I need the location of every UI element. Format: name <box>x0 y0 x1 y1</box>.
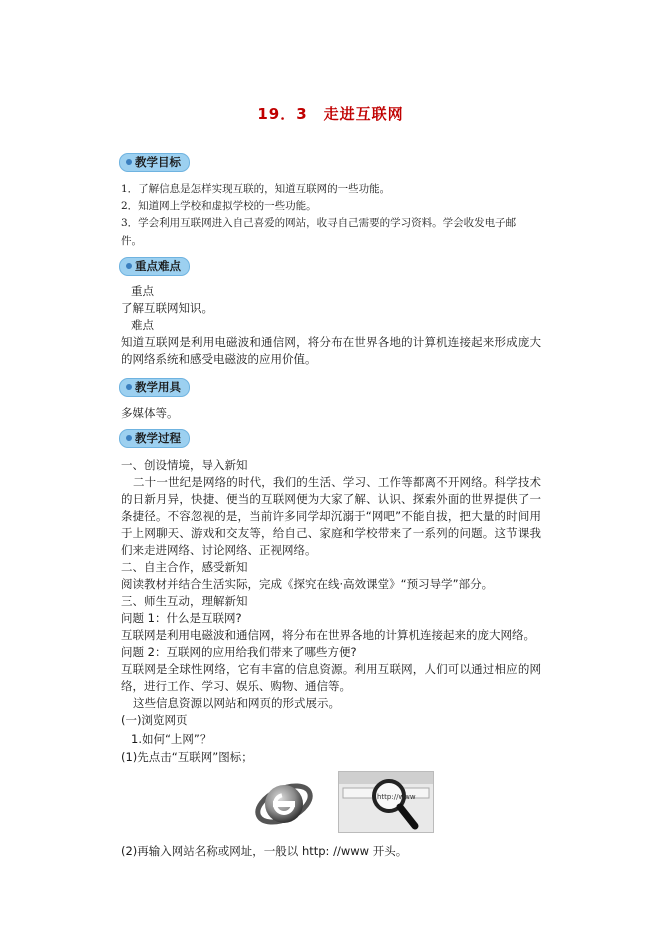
answer-3: 这些信息资源以网站和网页的形式展示。 <box>133 696 340 710</box>
question-1: 问题 1：什么是互联网? <box>121 611 242 625</box>
key-label: 重点 <box>131 284 154 298</box>
badge-dot-icon <box>126 384 132 390</box>
magnifier-text: http://www <box>377 793 416 801</box>
hard-text: 知道互联网是利用电磁波和通信网，将分布在世界各地的计算机连接起来形成庞大的网络系统和感受电磁波的应用价值。 <box>121 335 541 366</box>
section-badge-goals: 教学目标 <box>119 153 190 172</box>
tools-text: 多媒体等。 <box>121 406 179 420</box>
subsection-browse: (一)浏览网页 <box>121 713 188 727</box>
section-badge-key: 重点难点 <box>119 257 190 276</box>
section-badge-tools: 教学用具 <box>119 378 190 397</box>
key-text: 了解互联网知识。 <box>121 301 213 315</box>
badge-dot-icon <box>126 263 132 269</box>
question-2: 问题 2：互联网的应用给我们带来了哪些方便? <box>121 645 357 659</box>
badge-dot-icon <box>126 435 132 441</box>
magnifier-icon <box>339 772 433 832</box>
goal-item: 3．学会利用互联网进入自己喜爱的网站，收寻自己需要的学习资料。学会收发电子邮 <box>121 217 517 229</box>
process-heading-2: 二、自主合作，感受新知 <box>121 560 248 574</box>
answer-1: 互联网是利用电磁波和通信网，将分布在世界各地的计算机连接起来的庞大网络。 <box>121 628 535 642</box>
step-1: (1)先点击“互联网”图标； <box>121 750 253 764</box>
process-paragraph-1: 二十一世纪是网络的时代，我们的生活、学习、工作等都离不开网络。科学技术的日新月异，快捷、便当的互联网便为大家了解、认识、探索外面的世界提供了一条捷径。不容忽视的是，当前许多同学却沉溺于“网吧”不能自拔，把大量的时间用于上网聊天、游戏和交友等，给自己、家庭和学校带来了一系列的问题。这节课我们来走进网络、讨论网络、正视网络。 <box>121 475 541 557</box>
page-title: 19．3 走进互联网 <box>257 105 404 123</box>
internet-explorer-icon <box>253 771 315 833</box>
process-heading-1: 一、创设情境，导入新知 <box>121 458 248 472</box>
badge-dot-icon <box>126 159 132 165</box>
step-2: (2)再输入网站名称或网址，一般以 http: //www 开头。 <box>121 844 408 858</box>
answer-2: 互联网是全球性网络，它有丰富的信息资源。利用互联网，人们可以通过相应的网络，进行工作、学习、娱乐、购物、通信等。 <box>121 662 541 693</box>
section-badge-process: 教学过程 <box>119 429 190 448</box>
magnifier-url-image <box>338 771 434 833</box>
process-paragraph-2: 阅读教材并结合生活实际，完成《探究在线·高效课堂》“预习导学”部分。 <box>121 577 494 591</box>
goal-item: 件。 <box>121 235 142 247</box>
hard-label: 难点 <box>131 318 154 332</box>
process-heading-3: 三、师生互动，理解新知 <box>121 594 248 608</box>
subsection-howto: 1.如何“上网”？ <box>131 732 212 746</box>
goal-item: 2．知道网上学校和虚拟学校的一些功能。 <box>121 200 317 212</box>
goal-item: 1．了解信息是怎样实现互联的，知道互联网的一些功能。 <box>121 183 391 195</box>
